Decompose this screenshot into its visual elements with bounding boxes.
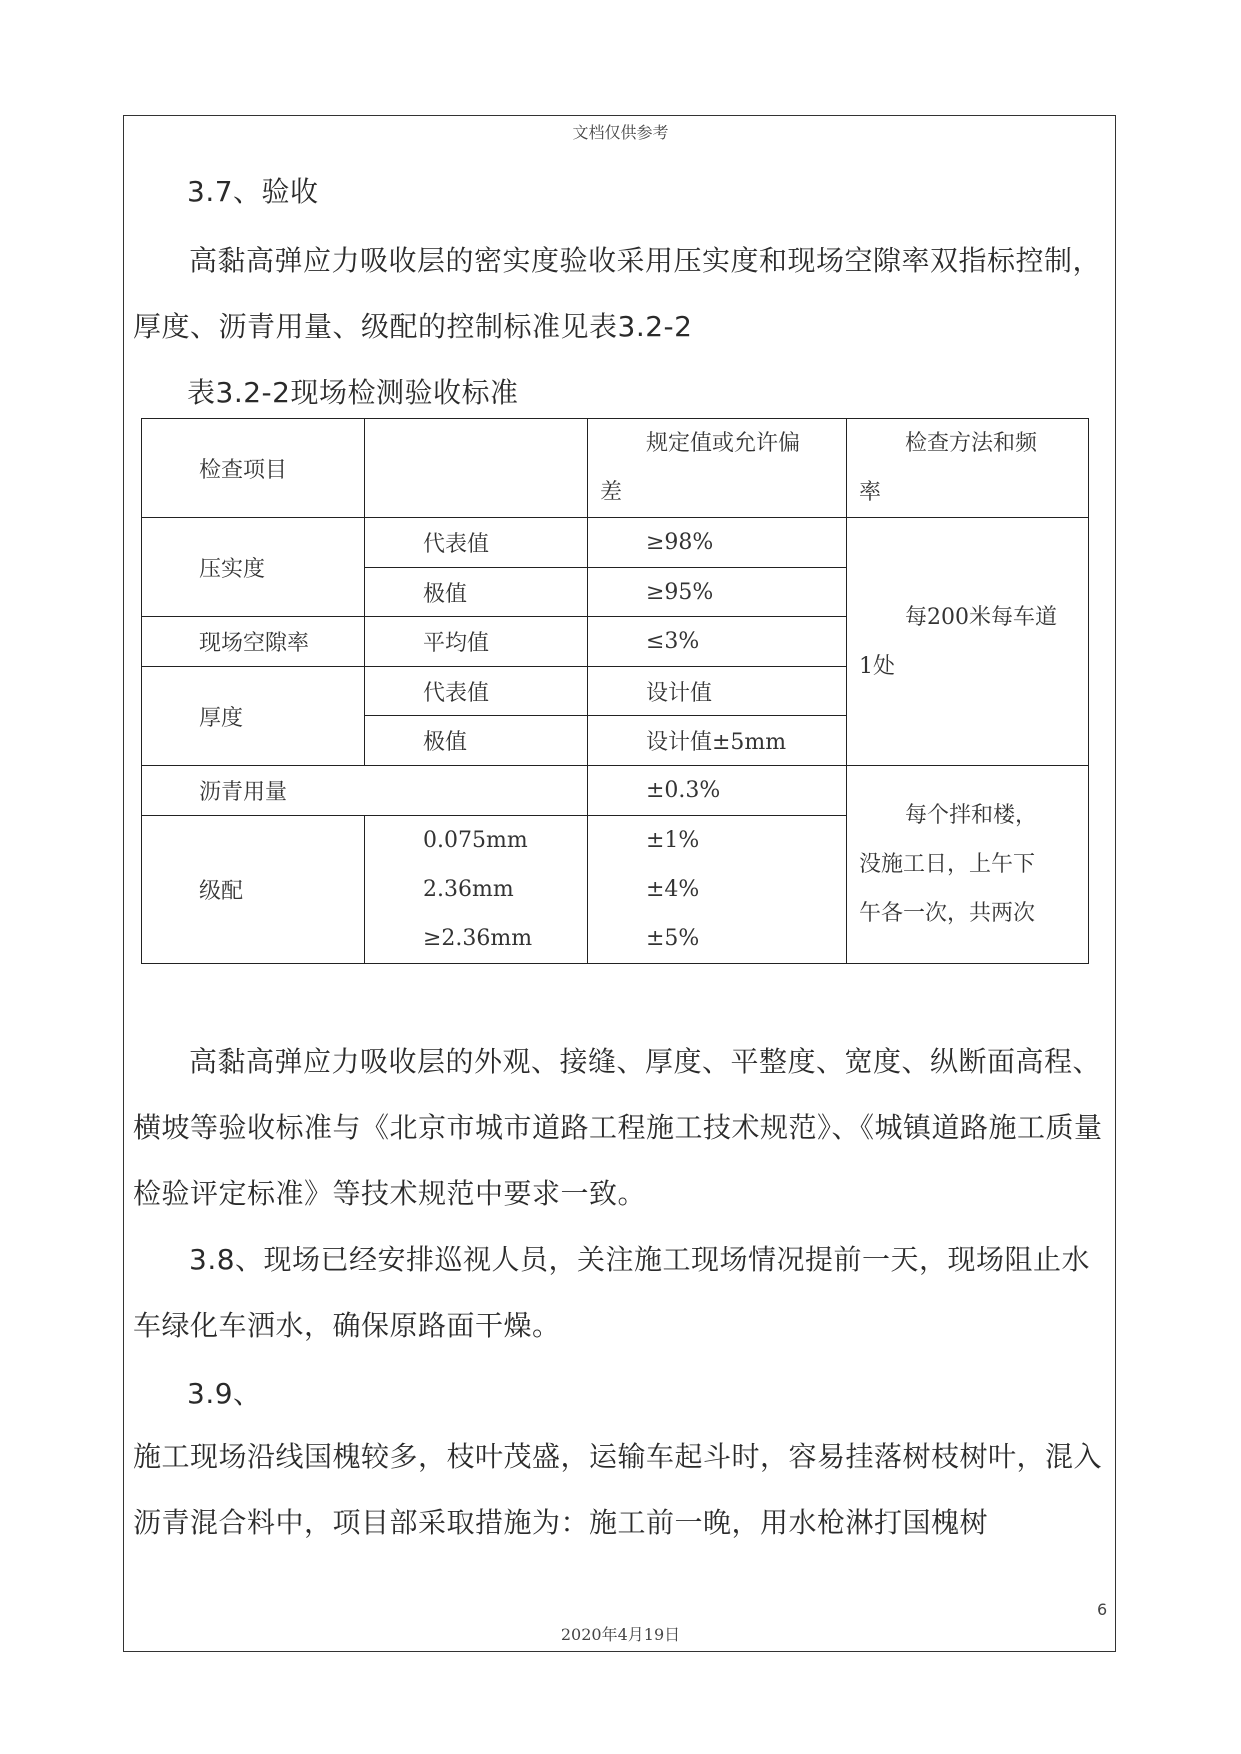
table-row xyxy=(142,766,1089,816)
inspection-standards-table xyxy=(141,418,1089,964)
table-row xyxy=(142,518,1089,568)
page-number: 6 xyxy=(1097,1600,1108,1619)
cell-voids-avg: 平均值 xyxy=(365,617,588,667)
table-caption: 表3.2-2现场检测验收标准 xyxy=(187,376,519,409)
cell-method-group2: 每个拌和楼， 没施工日，上午下 午各一次，共两次 xyxy=(847,766,1089,964)
cell-voids-avg-val: ≤3% xyxy=(588,617,847,667)
cell-asphalt: 沥青用量 xyxy=(142,766,588,816)
appearance-paragraph: 高黏高弹应力吸收层的外观、接缝、厚度、平整度、宽度、纵断面高程、横坡等验收标准与《北京市城市道路工程施工技术规范》、《城镇道路施工质量检验评定标准》等技术规范中要求一致。 xyxy=(133,1045,1103,1210)
cell-compaction: 压实度 xyxy=(142,518,365,617)
section-3-9-heading: 3.9、 xyxy=(187,1377,262,1410)
header-specified-value: 规定值或允许偏 差 xyxy=(588,419,847,518)
cell-voids: 现场空隙率 xyxy=(142,617,365,667)
cell-compaction-ext: 极值 xyxy=(365,568,588,617)
cell-thickness-ext: 极值 xyxy=(365,716,588,766)
header-blank xyxy=(365,419,588,518)
cell-thickness-ext-val: 设计值±5mm xyxy=(588,716,847,766)
cell-thickness-rep-val: 设计值 xyxy=(588,667,847,716)
cell-method-group1: 每200米每车道 1处 xyxy=(847,518,1089,766)
cell-asphalt-val: ±0.3% xyxy=(588,766,847,816)
cell-gradation-values: ±1% ±4% ±5% xyxy=(588,816,847,964)
footer-date: 2020年4月19日 xyxy=(560,1625,681,1644)
header-inspection-item: 检查项目 xyxy=(142,419,365,518)
section-3-7-paragraph: 高黏高弹应力吸收层的密实度验收采用压实度和现场空隙率双指标控制，厚度、沥青用量、级配的控制标准见表3.2-2 xyxy=(133,244,1102,343)
section-3-8-paragraph: 3.8、现场已经安排巡视人员，关注施工现场情况提前一天，现场阻止水车绿化车洒水，确保原路面干燥。 xyxy=(133,1243,1091,1342)
cell-gradation: 级配 xyxy=(142,816,365,964)
cell-thickness: 厚度 xyxy=(142,667,365,766)
cell-compaction-ext-val: ≥95% xyxy=(588,568,847,617)
table-header-row xyxy=(142,419,1089,518)
header-note: 文档仅供参考 xyxy=(572,123,669,142)
header-method-frequency: 检查方法和频 率 xyxy=(847,419,1089,518)
cell-compaction-rep-val: ≥98% xyxy=(588,518,847,568)
cell-gradation-sizes: 0.075mm 2.36mm ≥2.36mm xyxy=(365,816,588,964)
cell-compaction-rep: 代表值 xyxy=(365,518,588,568)
section-3-7-heading: 3.7、验收 xyxy=(187,175,319,208)
cell-thickness-rep: 代表值 xyxy=(365,667,588,716)
section-3-9-paragraph: 施工现场沿线国槐较多，枝叶茂盛，运输车起斗时，容易挂落树枝树叶，混入沥青混合料中，项目部采取措施为：施工前一晚，用水枪淋打国槐树 xyxy=(133,1440,1103,1539)
